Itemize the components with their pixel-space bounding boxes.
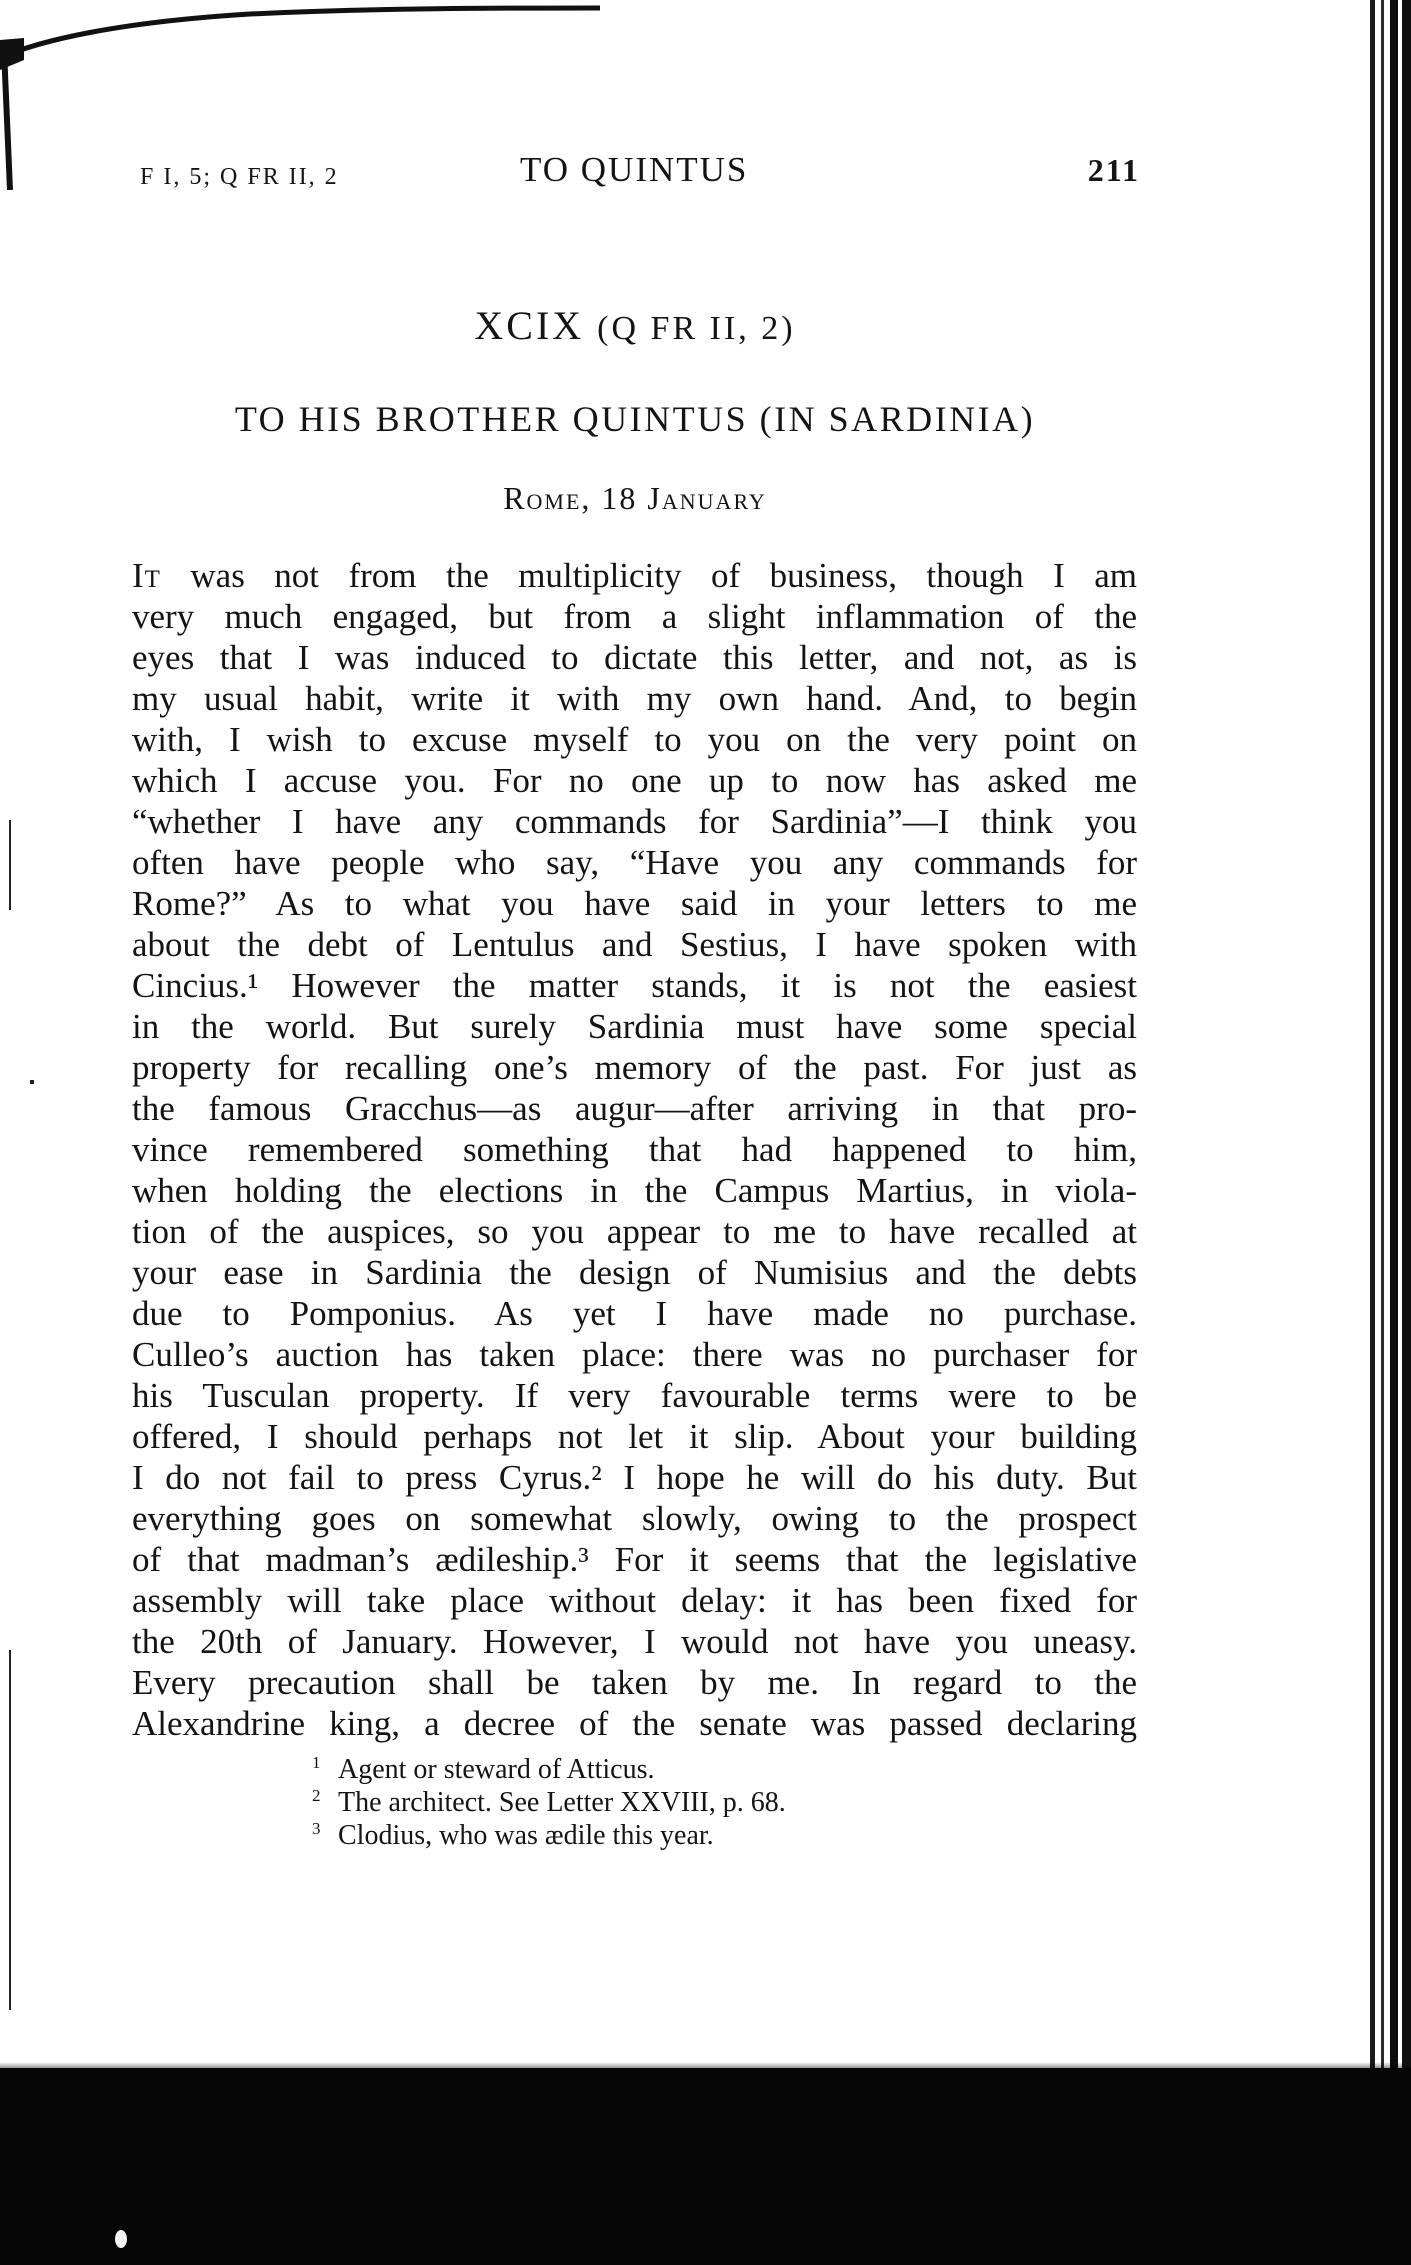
body-line: often have people who say, “Have you any commands for (132, 843, 1137, 882)
footnote-mark: 1 (312, 1753, 321, 1772)
running-head-reference: F I, 5; Q FR II, 2 (140, 164, 339, 190)
margin-mark (9, 1650, 11, 2010)
body-line: his Tusculan property. If very favourable terms were to be (132, 1376, 1137, 1415)
body-line: due to Pomponius. As yet I have made no purchase. (132, 1294, 1137, 1333)
body-line: my usual habit, write it with my own hand. And, to begin (132, 679, 1137, 718)
footnote-mark: 2 (312, 1786, 321, 1805)
scan-speck (115, 2230, 127, 2248)
body-line: very much engaged, but from a slight inflammation of the (132, 597, 1137, 636)
body-line: property for recalling one’s memory of the past. For just as (132, 1048, 1137, 1087)
letter-body (132, 555, 1137, 1744)
body-line: everything goes on somewhat slowly, owing to the prospect (132, 1499, 1137, 1538)
running-head-title: TO QUINTUS (520, 150, 749, 189)
body-line: the 20th of January. However, I would not have you uneasy. (132, 1622, 1137, 1661)
body-line: about the debt of Lentulus and Sestius, I have spoken with (132, 925, 1137, 964)
letter-reference: (Q FR II, 2) (597, 310, 796, 347)
body-line (132, 555, 1137, 596)
body-line: of that madman’s ædileship.³ For it seems that the legislative (132, 1540, 1137, 1579)
body-line: Rome?” As to what you have said in your letters to me (132, 884, 1137, 923)
letter-heading (0, 302, 1270, 349)
footnote-text: Clodius, who was ædile this year. (338, 1820, 714, 1851)
body-line: Alexandrine king, a decree of the senate was passed declaring (132, 1704, 1137, 1743)
body-line: your ease in Sardinia the design of Numisius and the debts (132, 1253, 1137, 1292)
footnote-mark: 3 (312, 1819, 321, 1838)
letter-title: TO HIS BROTHER QUINTUS (IN SARDINIA) (234, 399, 1036, 439)
body-line: Cincius.¹ However the matter stands, it is not the easiest (132, 966, 1137, 1005)
body-line: vince remembered something that had happened to him, (132, 1130, 1137, 1169)
letter-number: XCIX (474, 303, 585, 348)
opening-word: It (132, 556, 161, 595)
body-line: Every precaution shall be taken by me. In regard to the (132, 1663, 1137, 1702)
margin-mark (9, 820, 11, 910)
footnotes (312, 1746, 1112, 1851)
body-line: in the world. But surely Sardinia must have some special (132, 1007, 1137, 1046)
body-line: which I accuse you. For no one up to now has asked me (132, 761, 1137, 800)
body-line: eyes that I was induced to dictate this letter, and not, as is (132, 638, 1137, 677)
body-line: when holding the elections in the Campus Martius, in viola- (132, 1171, 1137, 1210)
footnote-text: Agent or steward of Atticus. (338, 1754, 655, 1785)
footnote-text: The architect. See Letter XXVIII, p. 68. (338, 1787, 786, 1818)
scan-bottom-band (0, 2068, 1411, 2265)
binding-edge (1368, 0, 1411, 2265)
footnote (312, 1812, 1112, 1851)
body-line: with, I wish to excuse myself to you on the very point on (132, 720, 1137, 759)
running-head (140, 150, 1140, 200)
margin-mark (30, 1080, 34, 1084)
page-number: 211 (1087, 152, 1140, 188)
body-line: offered, I should perhaps not let it slip. About your building (132, 1417, 1137, 1456)
body-line: “whether I have any commands for Sardinia”—I think you (132, 802, 1137, 841)
body-line: Culleo’s auction has taken place: there was no purchaser for (132, 1335, 1137, 1374)
body-line: the famous Gracchus—as augur—after arriving in that pro- (132, 1089, 1137, 1128)
footnote (312, 1779, 1112, 1818)
body-line: tion of the auspices, so you appear to me to have recalled at (132, 1212, 1137, 1251)
footnote (312, 1746, 1112, 1785)
body-line: I do not fail to press Cyrus.² I hope he will do his duty. But (132, 1458, 1137, 1497)
body-line: assembly will take place without delay: it has been fixed for (132, 1581, 1137, 1620)
place-date: Rome, 18 January (503, 480, 767, 516)
body-line-text: was not from the multiplicity of business, though I am (160, 556, 1137, 595)
